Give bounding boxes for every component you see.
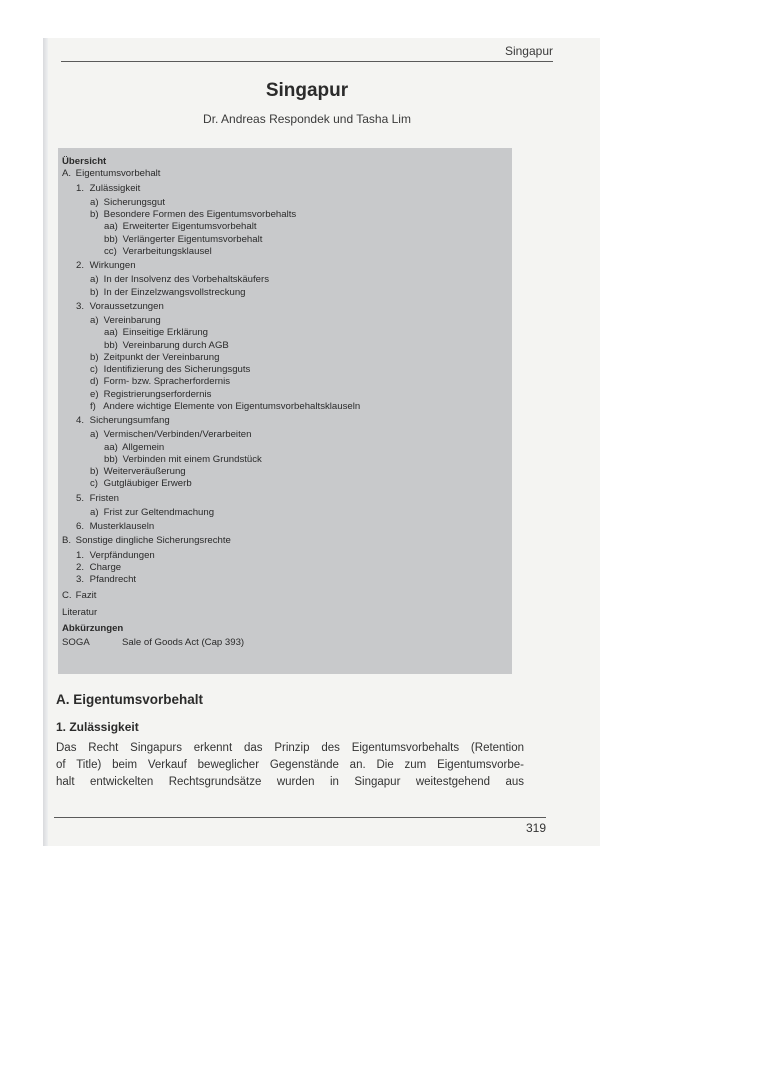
toc-item — [62, 562, 508, 574]
toc-label: Andere wichtige Elemente von Eigentumsvorbehaltsklauseln — [103, 400, 361, 412]
toc-item — [62, 246, 508, 258]
toc-label: Weiterveräußerung — [103, 466, 186, 477]
toc-item — [62, 234, 508, 246]
toc-item — [62, 183, 508, 195]
toc-label: Einseitige Erklärung — [122, 327, 208, 339]
toc-item — [62, 274, 508, 286]
toc-label: Vermischen/Verbinden/Verarbeiten — [103, 429, 252, 441]
toc-item — [62, 364, 508, 376]
body-line: of Title) beim Verkauf beweglicher Gegenstände an. Die zum Eigentumsvorbe- — [56, 759, 524, 771]
toc-num: a) — [90, 429, 99, 441]
toc-num: 2. — [76, 561, 85, 573]
toc-num: a) — [90, 196, 99, 208]
toc-item — [62, 550, 508, 562]
toc-item — [62, 209, 508, 221]
toc-item — [62, 574, 508, 586]
toc-item — [62, 521, 508, 533]
toc-label: Vereinbarung — [103, 315, 161, 326]
toc-num: cc) — [104, 245, 117, 257]
toc-item — [62, 287, 508, 299]
page-binding-shadow — [43, 38, 48, 846]
toc-label: Erweiterter Eigentumsvorbehalt — [122, 221, 257, 233]
toc-num: 3. — [76, 574, 85, 585]
header-rule — [61, 61, 553, 62]
toc-label: Zulässigkeit — [89, 182, 141, 194]
toc-item — [62, 301, 508, 313]
toc-num: 1. — [76, 549, 85, 561]
toc-num: C. — [62, 590, 72, 602]
toc-label: Eigentumsvorbehalt — [75, 168, 161, 180]
toc-item — [62, 260, 508, 272]
toc-num: b) — [90, 351, 99, 363]
toc-label: Form- bzw. Spracherfordernis — [103, 376, 231, 388]
toc-item — [62, 507, 508, 519]
toc-label: Wirkungen — [89, 260, 136, 271]
toc-num: a) — [90, 506, 99, 518]
toc-label: Verpfändungen — [89, 549, 155, 561]
overview-box — [58, 148, 512, 674]
footer-rule — [54, 817, 546, 818]
toc-num: b) — [90, 286, 99, 298]
toc-num: bb) — [104, 453, 118, 465]
toc-label: Pfandrecht — [89, 574, 137, 585]
overview-list — [62, 156, 508, 649]
toc-label: Identifizierung des Sicherungsguts — [103, 364, 251, 375]
toc-num: 2. — [76, 260, 85, 271]
toc-label: Verbinden mit einem Grundstück — [122, 453, 262, 465]
toc-item — [62, 352, 508, 364]
toc-item — [62, 389, 508, 401]
page-title: Singapur — [265, 80, 349, 101]
toc-num: 5. — [76, 492, 85, 504]
toc-label: Sicherungsgut — [103, 196, 166, 208]
toc-item — [62, 340, 508, 352]
body-line: halt entwickelten Rechtsgrundsätze wurden in Singapur weitestgehend aus — [56, 776, 524, 788]
toc-label: Vereinbarung durch AGB — [122, 339, 229, 351]
toc-item — [62, 315, 508, 327]
toc-label: Frist zur Geltendmachung — [103, 506, 215, 518]
body-line: Das Recht Singapurs erkennt das Prinzip des Eigentumsvorbehalts (Retention — [56, 742, 524, 754]
toc-num: 3. — [76, 300, 85, 312]
abbreviation-value: Sale of Goods Act (Cap 393) — [122, 637, 245, 648]
toc-label: Musterklauseln — [89, 521, 155, 532]
overview-heading: Übersicht — [62, 156, 107, 167]
toc-label: In der Einzelzwangsvollstreckung — [103, 286, 246, 298]
toc-label: Voraussetzungen — [89, 300, 164, 312]
toc-num: bb) — [104, 339, 118, 351]
toc-num: aa) — [104, 327, 118, 339]
toc-label: Besondere Formen des Eigentumsvorbehalts — [103, 209, 297, 220]
toc-num: aa) — [104, 441, 118, 453]
toc-num: b) — [90, 466, 99, 477]
toc-item — [62, 415, 508, 427]
toc-num: bb) — [104, 233, 118, 245]
toc-label: Fristen — [89, 492, 119, 504]
toc-item — [62, 197, 508, 209]
toc-num: aa) — [104, 221, 118, 233]
toc-label: Verlängerter Eigentumsvorbehalt — [122, 233, 263, 245]
toc-item — [62, 221, 508, 233]
toc-num: c) — [90, 478, 98, 490]
toc-label: Allgemein — [122, 441, 165, 453]
toc-literature: Literatur — [62, 606, 98, 618]
toc-label: In der Insolvenz des Vorbehaltskäufers — [103, 274, 269, 286]
toc-item — [62, 454, 508, 466]
toc-num: B. — [62, 535, 72, 547]
toc-item — [62, 327, 508, 339]
toc-num: e) — [90, 388, 99, 400]
toc-num: a) — [90, 274, 99, 286]
toc-label: Sicherungsumfang — [89, 415, 170, 426]
toc-label: Fazit — [75, 590, 97, 602]
toc-num: f) — [90, 400, 96, 412]
toc-num: b) — [90, 209, 99, 220]
toc-num: 1. — [76, 182, 85, 194]
abbreviations-heading: Abkürzungen — [62, 622, 124, 634]
toc-item — [62, 376, 508, 388]
toc-item — [62, 168, 508, 180]
toc-num: a) — [90, 315, 99, 326]
toc-label: Gutgläubiger Erwerb — [103, 478, 192, 490]
page-number: 319 — [525, 821, 546, 835]
toc-label: Charge — [89, 561, 122, 573]
toc-item — [62, 401, 508, 413]
running-header: Singapur — [504, 44, 553, 58]
section-heading: A. Eigentumsvorbehalt — [56, 692, 204, 707]
subsection-heading: 1. Zulässigkeit — [56, 720, 139, 734]
toc-num: d) — [90, 376, 99, 388]
toc-item — [62, 535, 508, 547]
toc-label: Zeitpunkt der Vereinbarung — [103, 351, 220, 363]
abbreviation-key: SOGA — [62, 637, 90, 648]
body-paragraph — [56, 740, 524, 791]
toc-item — [62, 590, 508, 602]
authors: Dr. Andreas Respondek und Tasha Lim — [203, 112, 411, 126]
toc-num: 4. — [76, 415, 85, 426]
abbreviation-row — [62, 637, 508, 649]
toc-label: Registrierungserfordernis — [103, 388, 212, 400]
toc-num: c) — [90, 364, 98, 375]
toc-label: Sonstige dingliche Sicherungsrechte — [75, 535, 231, 547]
toc-num: 6. — [76, 521, 85, 532]
toc-num: A. — [62, 168, 72, 180]
toc-item — [62, 442, 508, 454]
toc-item — [62, 493, 508, 505]
toc-label: Verarbeitungsklausel — [122, 245, 212, 257]
toc-item — [62, 478, 508, 490]
toc-item — [62, 429, 508, 441]
toc-item — [62, 466, 508, 478]
